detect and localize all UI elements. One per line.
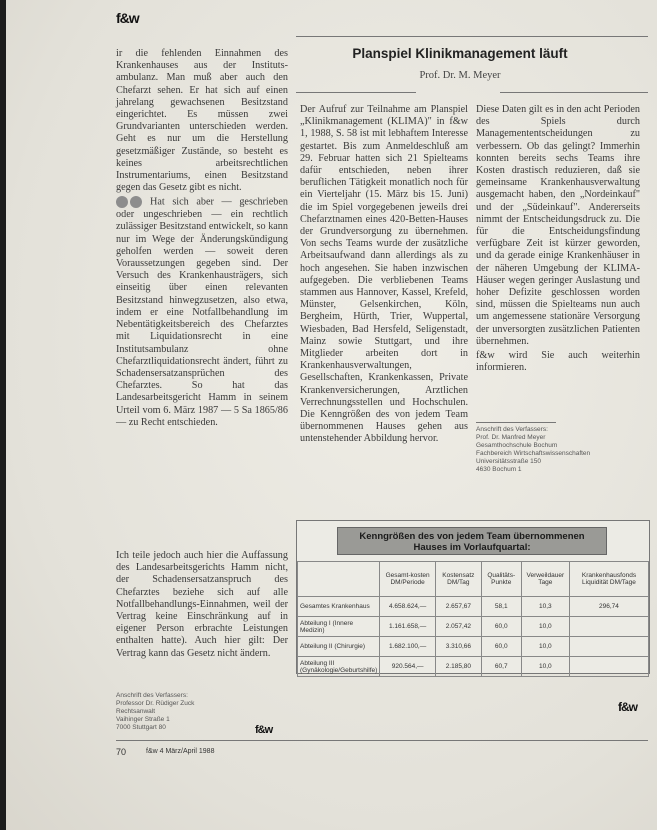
table-header-cell: Krankenhausfonds Liquidität DM/Tage [569,562,648,597]
table-cell: 920.564,— [380,657,436,677]
table-cell: 10,0 [521,657,569,677]
table-header-cell: Gesamt-kosten DM/Periode [380,562,436,597]
bullet-dots-icon [116,196,144,209]
article-column-1 [300,104,468,448]
table-cell: 4.658.624,— [380,597,436,617]
footer-rule [116,740,648,741]
table-header-cell [298,562,380,597]
article-mid-text: Der Aufruf zur Teilnahme am Planspiel „Klinikmanagement (KLIMA)" in f&w 1, 1988, S. 58 ist mit lebhaftem Interesse gestartet. Bis zum Anmeldeschluß am 29. Februar hatten sich 21 Spielteams dafür entschieden, neben ihrer beruflichen Tätigkeit monatlich noch für ein Vierteljahr (15. März bis 15. Juni) die im Spiel vorgegebenen jeweils drei Chefarztnamen eines 420-Betten-Hauses der Grundversorgung zu übernehmen. Von sechs Teams wurde der zusätzliche Arbeitsaufwand dann allerdings als zu hoch angesehen. Sie haben inzwischen aufgegeben. Die verbliebenen Teams stammen aus Hannover, Kassel, Krefeld, Münster, Gelsenkirchen, Köln, Bergheim, Hürth, Trier, Wuppertal, Wiesbaden, Bad Hersfeld, Seligenstadt, Mainz sowie Stuttgart, und ihre Mitglieder arbeiten dort in Krankenhausverwaltungen, Gesellschaften, Krankenkassen, Private Krankenversicherungen, Arztlichen Verrechnungsstellen und Hochschulen. Die Kenngrößen des von jedem Team übernommenen Hauses gehen aus untenstehender Abbildung hervor. [300,104,468,445]
table-row [298,597,649,617]
table-row [298,657,649,677]
table-cell: 2.185,80 [435,657,481,677]
table-cell: 2.657,67 [435,597,481,617]
article-address-line: Gesamthochschule Bochum [476,442,558,449]
author-rule-right [500,92,648,93]
table-cell: 60,0 [481,617,521,637]
left-address-label: Anschrift des Verfassers: [116,692,188,699]
article-address-line: Fachbereich Wirtschaftswissenschaften [476,450,591,457]
table-cell [569,617,648,637]
table-cell: 10,3 [521,597,569,617]
table-cell: 3.310,66 [435,637,481,657]
left-address-line: Rechtsanwalt [116,708,156,715]
table-header-cell: Qualitäts-Punkte [481,562,521,597]
fw-logo-end-right: f&w [618,700,637,714]
table-title-line: Hauses im Vorlaufquartal: [413,542,531,553]
left-para-3: Ich teile jedoch auch hier die Auffassung des Landesarbeitsgerichts Hamm nicht, der Schadensersatzanspruch des Chefarztes beziehe sich auf alle Notfallbehandlungs-Einnahmen, weil der Vertrag keine Einschränkung auf in eigener Person erbrachte Leistungen enthalten hatte). Auch hier gilt: Der Vertrag kann das Gesetz nicht ändern. [116,550,288,659]
article-address-line: 4630 Bochum 1 [476,466,522,473]
issue-info: f&w 4 März/April 1988 [146,748,215,755]
page-number: 70 [116,747,127,757]
article-closing: f&w wird Sie auch weiterhin informieren. [476,350,640,374]
table-cell: 58,1 [481,597,521,617]
table-cell: 2.057,42 [435,617,481,637]
article-author: Prof. Dr. M. Meyer [419,70,501,81]
article-address-label: Anschrift des Verfassers: [476,426,548,433]
article-title: Planspiel Klinikmanagement läuft [352,46,568,61]
table-cell: 60,7 [481,657,521,677]
article-address-line: Universitätsstraße 150 [476,458,542,465]
table-cell: 60,0 [481,637,521,657]
fw-logo-end-left: f&w [255,724,273,736]
table-row [298,637,649,657]
left-para-1: ir die fehlenden Einnahmen des Krankenhauses aus der Instituts-ambulanz. Man muß aber auch den Chefarzt sehen. Er hat sich auf einen jahrelang gewachsenen Besitzstand eingerichtet. Es müssen zwei Grundvarianten unterschieden werden. Geht es nur um die Herstellung gesetzmäßiger Zustände, so besteht es keines arbeitsrechtlichen Instrumentariums, einen Besitzstand gegen das Gesetz gibt es nicht. [116,48,288,194]
scan-edge [0,0,6,830]
table-cell [569,637,648,657]
table-cell: 10,0 [521,617,569,637]
table-row [298,617,649,637]
left-address-line: Professor Dr. Rüdiger Zuck [116,700,195,707]
article-column-2 [476,104,640,376]
table-cell: Abteilung I (Innere Medizin) [298,617,380,637]
left-para-2: Hat sich aber — geschrieben oder ungeschrieben — ein rechtlich zulässiger Besitzstand entwickelt, so kann nur im Wege der Änderungskündigung geholfen werden — soweit deren Voraussetzungen gegeben sind. Der Versuch des Krankenhausträgers, sich einseitig über einen relevanten Besitzstand hinwegzusetzen, also etwa, indem er eine Notfallbehandlung im Nebentätigkeitsbereich des Chefarztes mit Liquidationsrecht in eine Institutsambulanz ohne Chefarztliquidationsrecht ändert, führt zu Schadensersatzansprüchen des Chefarztes. So hat das Landesarbeitsgericht Hamm in seinem Urteil vom 6. März 1987 — 5 Sa 1865/86 — zu Recht entschieden. [116,197,288,428]
author-rule-left [296,92,416,93]
left-column [116,48,288,431]
article-author-address [476,426,640,474]
article-address-line: Prof. Dr. Manfred Meyer [476,434,546,441]
left-column-lower [116,550,288,662]
article-right-text: Diese Daten gilt es in den acht Perioden des Spiels durch Managemententscheidungen zu verbessern. Ob das gelingt? Immerhin konnten bereits sechs Teams ihre Kosten drastisch reduzieren, daß sie gemeinsame Krankenhausverwaltung ausgemacht haben, den „Nordeinkauf" und der „Südeinkauf". Andererseits nimmt der Entscheidungsdruck zu. Die für die Entscheidungsfindung verfügbare Zeit ist kürzer geworden, und da gerade einige Krankenhäuser in der näheren Umgebung der KLIMA-Häuser wegen geringer Auslastung und hoher Defizite geschlossen worden sind, müssen die Spielteams nun auch um angemessene stationäre Versorgung der unversorgten zusätzlichen Patienten übernehmen. [476,104,640,347]
table-cell: 10,0 [521,637,569,657]
table-header-cell: Kostensatz DM/Tag [435,562,481,597]
top-rule [296,36,648,37]
table-cell: Abteilung III (Gynäkologie/Geburtshilfe) [298,657,380,677]
table-title-line: Kenngrößen des von jedem Team übernommenen [359,531,585,542]
table-cell: 1.161.658,— [380,617,436,637]
table-cell: 1.682.100,— [380,637,436,657]
table-cell [569,657,648,677]
table-title [337,527,607,555]
table-header-row [298,562,649,597]
left-address-line: Vaihinger Straße 1 [116,716,170,723]
table-cell: 296,74 [569,597,648,617]
left-address-line: 7000 Stuttgart 80 [116,724,166,731]
table-cell: Abteilung II (Chirurgie) [298,637,380,657]
kenngroessen-table [296,520,650,674]
table-header-cell: Verweildauer Tage [521,562,569,597]
fw-logo-top: f&w [116,10,139,26]
table-grid [297,561,649,677]
address-rule [476,422,556,423]
table-cell: Gesamtes Krankenhaus [298,597,380,617]
